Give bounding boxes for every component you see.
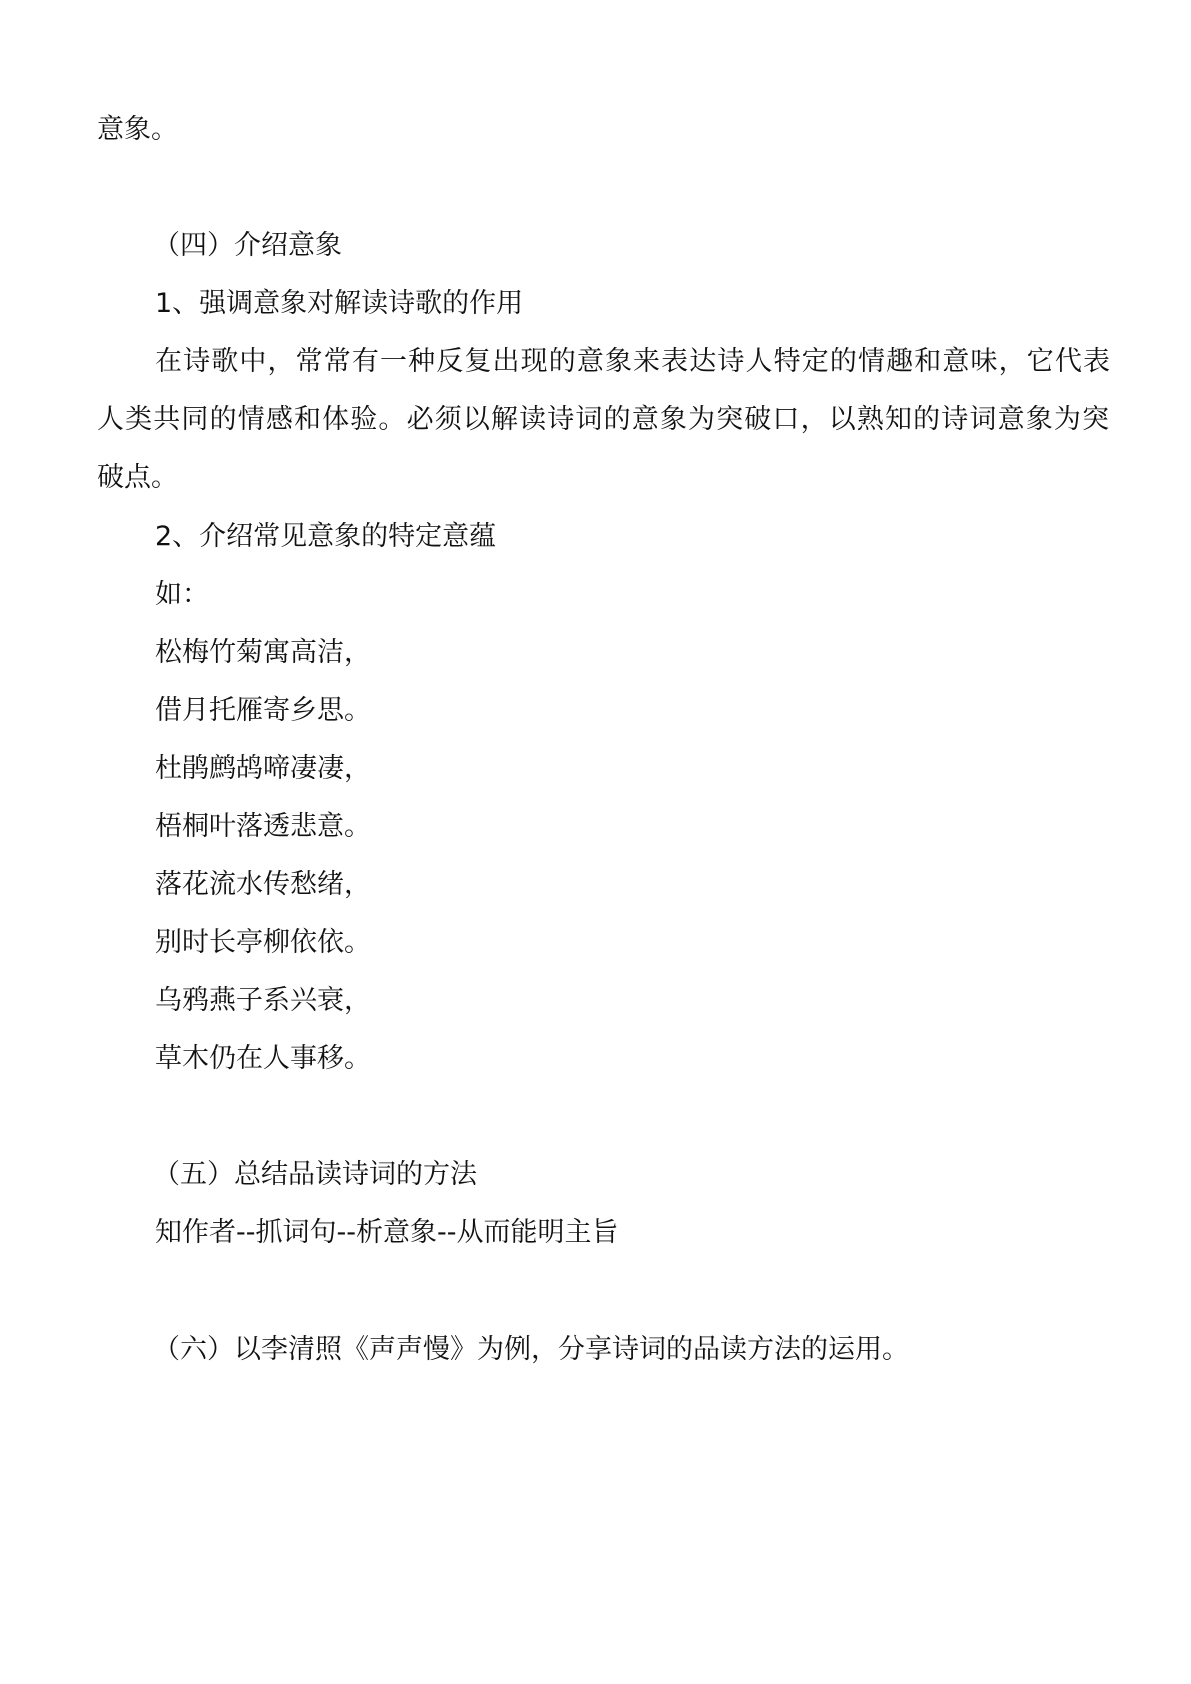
example-intro: 如： — [155, 579, 209, 610]
verse-line: 乌鸦燕子系兴衰， — [155, 985, 371, 1016]
verse-line: 借月托雁寄乡思。 — [155, 695, 371, 726]
point-1-title: 1、强调意象对解读诗歌的作用 — [155, 288, 524, 319]
paragraph-line-3: 破点。 — [97, 462, 178, 493]
verse-line: 落花流水传愁绪， — [155, 869, 371, 900]
verse-line: 梧桐叶落透悲意。 — [155, 811, 371, 842]
verse-line: 杜鹃鹧鸪啼凄凄， — [155, 753, 371, 784]
verse-line: 别时长亭柳依依。 — [155, 927, 371, 958]
section-6-heading: （六）以李清照《声声慢》为例，分享诗词的品读方法的运用。 — [153, 1334, 909, 1365]
verse-line: 松梅竹菊寓高洁， — [155, 637, 371, 668]
paragraph-line-1: 在诗歌中，常常有一种反复出现的意象来表达诗人特定的情趣和意味，它代表 — [155, 346, 1110, 377]
section-4-heading: （四）介绍意象 — [153, 230, 342, 261]
section-5-heading: （五）总结品读诗词的方法 — [153, 1159, 477, 1190]
continuation-text: 意象。 — [97, 114, 178, 145]
paragraph-line-2: 人类共同的情感和体验。必须以解读诗词的意象为突破口，以熟知的诗词意象为突 — [97, 404, 1109, 435]
method-text: 知作者--抓词句--析意象--从而能明主旨 — [155, 1217, 619, 1248]
point-2-title: 2、介绍常见意象的特定意蕴 — [155, 521, 497, 552]
verse-line: 草木仍在人事移。 — [155, 1043, 371, 1074]
